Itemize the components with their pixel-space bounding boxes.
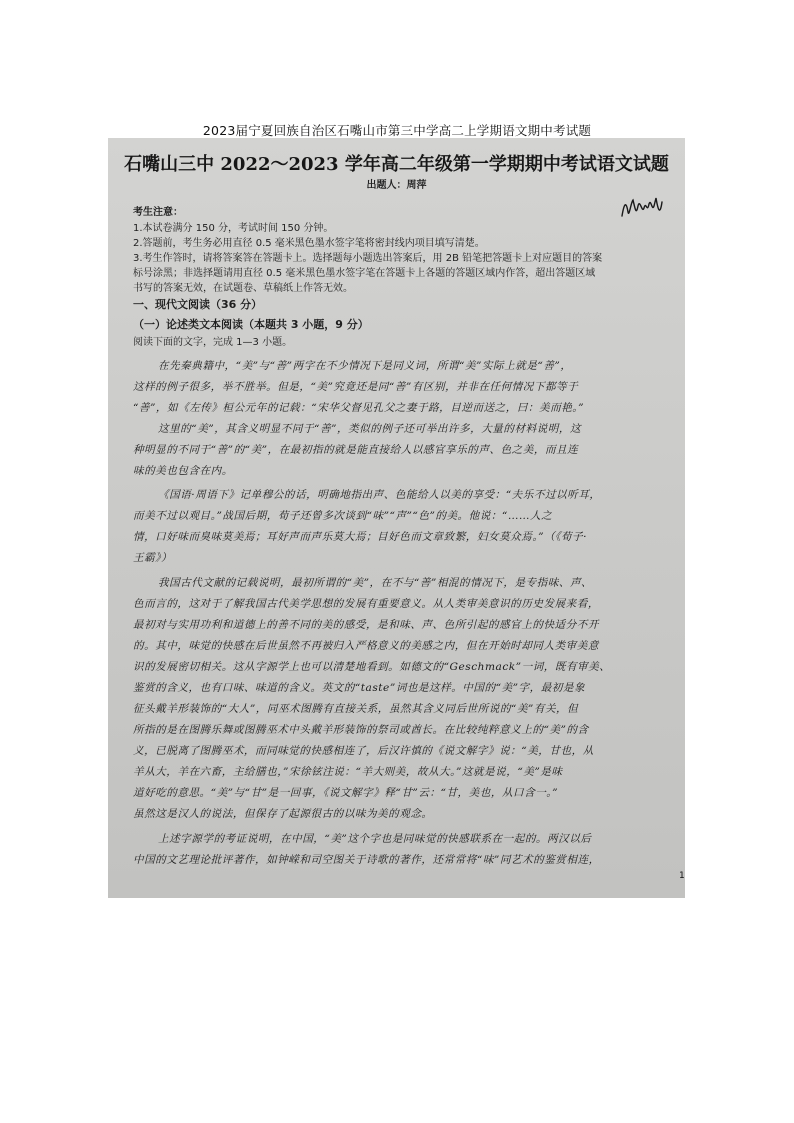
passage-line: 种明显的不同于“善”的“美”，在最初指的就是能直接给人以感官享乐的声、色之美，而且连	[133, 444, 579, 456]
notice-line: 1.本试卷满分 150 分，考试时间 150 分钟。	[133, 223, 334, 234]
passage-line: “善”，如《左传》桓公元年的记载：“宋华父督见孔父之妻于路，目逆而送之，曰：美而艳。”	[133, 402, 585, 414]
notice-line: 2.答题前，考生务必用直径 0.5 毫米黑色墨水签字笔将密封线内项目填写清楚。	[133, 238, 485, 249]
exam-title: 石嘴山三中 2022～2023 学年高二年级第一学期期中考试语文试题	[124, 154, 669, 175]
passage-line: 鉴赏的含义，也有口味、味道的含义。英文的“taste”词也是这样。中国的“美”字，最初是象	[133, 682, 586, 694]
passage-line: 中国的文艺理论批评著作，如钟嵘和司空图关于诗歌的著作，还常常将“味”同艺术的鉴赏相连，	[133, 854, 600, 866]
passage-line: 味的美也包含在内。	[133, 465, 233, 477]
passage-line: 最初对与实用功利和道德上的善不同的美的感受，是和味、声、色所引起的感官上的快适分不开	[133, 619, 599, 631]
passage-line: 的。其中，味觉的快感在后世虽然不再被归入严格意义的美感之内，但在开始时却同人类审美意	[133, 640, 599, 652]
exam-author: 出题人：周萍	[366, 180, 427, 191]
passage-line: 《国语·周语下》记单穆公的话，明确地指出声、色能给人以美的享受：“夫乐不过以听耳，	[158, 489, 601, 501]
notice-line: 书写的答案无效，在试题卷、草稿纸上作答无效。	[133, 283, 353, 294]
document-header: 2023届宁夏回族自治区石嘴山市第三中学高二上学期语文期中考试题	[202, 123, 592, 138]
passage-line: 情，口好味而臭味莫美焉；耳好声而声乐莫大焉；目好色而文章致繁，妇女莫众焉。”（《荀子·	[133, 531, 588, 543]
passage-line: 而美不过以观目。”战国后期，荀子还曾多次谈到“味”“声”“色”的美。他说：“……人之	[133, 510, 553, 522]
passage-line: 这样的例子很多，举不胜举。但是，“美”究竟还是同“善”有区别，并非在任何情况下都等于	[133, 381, 579, 393]
passage-line: 王霸》）	[133, 552, 173, 564]
subsection-heading: （一）论述类文本阅读（本题共 3 小题，9 分）	[133, 318, 369, 331]
passage-line: 所指的是在图腾乐舞或图腾巫术中头戴羊形装饰的祭司或酋长。在比较纯粹意义上的“美”的含	[133, 724, 589, 736]
passage-line: 色而言的，这对于了解我国古代美学思想的发展有重要意义。从人类审美意识的历史发展来看，	[133, 598, 599, 610]
notice-line: 3.考生作答时，请将答案答在答题卡上。选择题每小题选出答案后，用 2B 铅笔把答题卡上对应题目的答案	[133, 253, 603, 264]
passage-line: 上述字源学的考证说明，在中国，“美”这个字也是同味觉的快感联系在一起的。两汉以后	[158, 833, 592, 845]
page-number: 1	[679, 871, 685, 881]
passage-line: 义，已脱离了图腾巫术，而同味觉的快感相连了，后汉许慎的《说文解字》说：“美，甘也，从	[133, 745, 594, 757]
passage-line: 征头戴羊形装饰的“大人”，同巫术图腾有直接关系，虽然其含义同后世所说的“美”有关，但	[133, 703, 579, 715]
passage-line: 虽然这是汉人的说法，但保存了起源很古的以味为美的观念。	[133, 808, 433, 820]
passage-line: 在先秦典籍中，“美”与“善”两字在不少情况下是同义词，所谓“美”实际上就是“善”，	[158, 360, 572, 372]
passage-line: 识的发展密切相关。这从字源学上也可以清楚地看到。如德文的“Geschmack”一词，既有审美、	[133, 661, 611, 673]
passage-line: 我国古代文献的记载说明，最初所谓的“美”，在不与“善”相混的情况下，是专指味、声、	[158, 577, 593, 589]
notice-heading: 考生注意：	[133, 207, 183, 218]
notice-line: 标号涂黑；非选择题请用直径 0.5 毫米黑色墨水签字笔在答题卡上各题的答题区域内作答，超出答题区域	[133, 268, 596, 279]
scanned-exam-page	[108, 138, 685, 898]
passage-line: 羊从大，羊在六畜，主给膳也，”宋徐铉注说：“羊大则美，故从大。”这就是说，“美”是味	[133, 766, 563, 778]
section-heading: 一、现代文阅读（36 分）	[133, 298, 263, 311]
passage-line: 这里的“美”，其含义明显不同于“善”，类似的例子还可举出许多，大量的材料说明，这	[158, 423, 582, 435]
reading-instruction: 阅读下面的文字，完成 1—3 小题。	[133, 337, 293, 348]
passage-line: 道好吃的意思。“美”与“甘”是一回事，《说文解字》释“甘”云：“甘，美也，从口含一。”	[133, 787, 559, 799]
